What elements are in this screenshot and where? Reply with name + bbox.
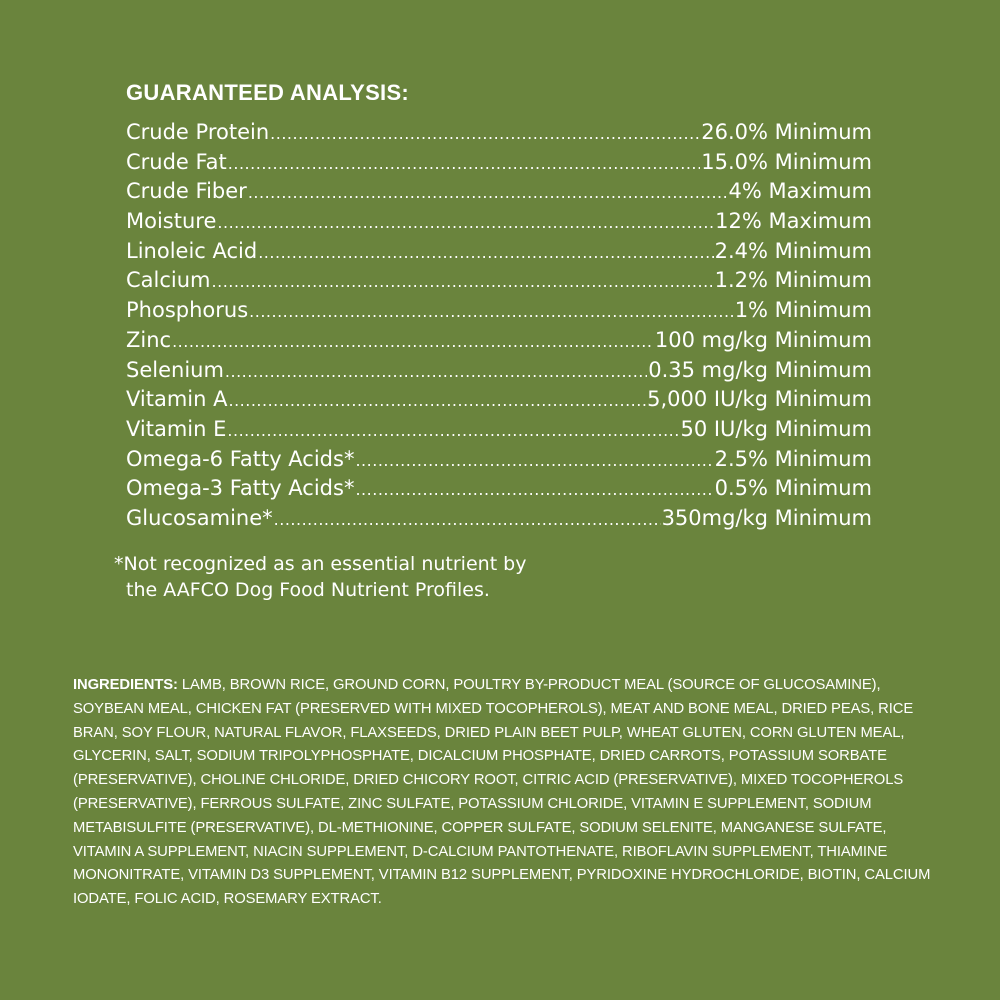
analysis-nutrient-value: 26.0% Minimum <box>701 120 872 144</box>
analysis-nutrient-value: 12% Maximum <box>715 209 872 234</box>
dot-leader <box>212 267 714 296</box>
analysis-nutrient-value: 2.4% Minimum <box>714 238 872 263</box>
dot-leader <box>217 208 714 237</box>
analysis-nutrient-value: 50 IU/kg Minimum <box>680 416 872 441</box>
analysis-nutrient-name: Zinc <box>126 327 172 352</box>
analysis-nutrient-name: Linoleic Acid <box>126 238 258 263</box>
dot-leader <box>270 119 700 148</box>
analysis-nutrient-name: Omega-6 Fatty Acids* <box>126 446 355 471</box>
analysis-nutrient-name: Omega-3 Fatty Acids* <box>126 476 355 501</box>
analysis-row <box>126 118 872 148</box>
analysis-nutrient-name: Crude Fiber <box>126 179 247 204</box>
analysis-nutrient-name: Crude Fat <box>126 149 227 174</box>
analysis-nutrient-value: 1% Minimum <box>734 298 872 323</box>
dot-leader <box>172 327 654 356</box>
analysis-row <box>126 326 872 356</box>
analysis-nutrient-name: Calcium <box>126 268 211 293</box>
analysis-nutrient-value: 5,000 IU/kg Minimum <box>647 387 872 412</box>
dot-leader <box>248 178 728 207</box>
analysis-nutrient-name: Crude Protein <box>126 120 270 144</box>
ingredients-paragraph <box>73 674 933 912</box>
analysis-nutrient-name: Phosphorus <box>126 298 249 323</box>
dot-leader <box>228 149 700 178</box>
analysis-nutrient-name: Vitamin A <box>126 387 228 412</box>
analysis-row <box>126 504 872 534</box>
analysis-nutrient-value: 1.2% Minimum <box>714 268 872 293</box>
analysis-row <box>126 237 872 267</box>
footnote-line: *Not recognized as an essential nutrient by <box>114 553 527 575</box>
analysis-row <box>126 177 872 207</box>
analysis-row <box>126 415 872 445</box>
dot-leader <box>227 416 679 445</box>
dot-leader <box>225 357 647 386</box>
analysis-row <box>126 356 872 386</box>
dot-leader <box>228 386 646 415</box>
analysis-row <box>126 148 872 178</box>
analysis-nutrient-value: 0.35 mg/kg Minimum <box>648 357 872 382</box>
analysis-nutrient-name: Selenium <box>126 357 224 382</box>
footnote-line: the AAFCO Dog Food Nutrient Profiles. <box>126 579 490 601</box>
analysis-row <box>126 385 872 415</box>
dot-leader <box>355 446 713 475</box>
analysis-nutrient-value: 100 mg/kg Minimum <box>654 327 872 352</box>
guaranteed-analysis-list <box>126 118 872 534</box>
analysis-nutrient-name: Moisture <box>126 209 217 234</box>
aafco-footnote <box>114 551 674 603</box>
analysis-row <box>126 296 872 326</box>
analysis-row <box>126 207 872 237</box>
analysis-nutrient-value: 4% Maximum <box>728 179 872 204</box>
analysis-nutrient-value: 350mg/kg Minimum <box>661 505 872 530</box>
ingredients-text: LAMB, BROWN RICE, GROUND CORN, POULTRY BY-PRODUCT MEAL (SOURCE OF GLUCOSAMINE), SOYBEAN MEAL, CHICKEN FAT (PRESERVED WITH MIXED TOCOPHEROLS), MEAT AND BONE MEAL, DRIED PEAS, RICE BRAN, SOY FLOUR, NATURAL FLAVOR, FLAXSEEDS, DRIED PLAIN BEET PULP, WHEAT GLUTEN, CORN GLUTEN MEAL, GLYCERIN, SALT, SODIUM TRIPOLYPHOSPHATE, DICALCIUM PHOSPHATE, DRIED CARROTS, POTASSIUM SORBATE (PRESERVATIVE), CHOLINE CHLORIDE, DRIED CHICORY ROOT, CITRIC ACID (PRESERVATIVE), MIXED TOCOPHEROLS (PRESERVATIVE), FERROUS SULFATE, ZINC SULFATE, POTASSIUM CHLORIDE, VITAMIN E SUPPLEMENT, SODIUM METABISULFITE (PRESERVATIVE), DL-METHIONINE, COPPER SULFATE, SODIUM SELENITE, MANGANESE SULFATE, VITAMIN A SUPPLEMENT, NIACIN SUPPLEMENT, D-CALCIUM PANTOTHENATE, RIBOFLAVIN SUPPLEMENT, THIAMINE MONONITRATE, VITAMIN D3 SUPPLEMENT, VITAMIN B12 SUPPLEMENT, PYRIDOXINE HYDROCHLORIDE, BIOTIN, CALCIUM IODATE, FOLIC ACID, ROSEMARY EXTRACT. <box>73 677 931 908</box>
analysis-row <box>126 445 872 475</box>
dot-leader <box>355 475 713 504</box>
analysis-nutrient-name: Glucosamine* <box>126 505 273 530</box>
guaranteed-analysis-title: GUARANTEED ANALYSIS: <box>126 80 410 105</box>
analysis-nutrient-value: 2.5% Minimum <box>714 446 872 471</box>
analysis-row <box>126 266 872 296</box>
dot-leader <box>249 297 734 326</box>
dot-leader <box>274 505 661 534</box>
analysis-row <box>126 474 872 504</box>
analysis-nutrient-value: 0.5% Minimum <box>714 476 872 501</box>
dot-leader <box>258 238 713 267</box>
ingredients-label: INGREDIENTS: <box>73 677 178 693</box>
analysis-nutrient-value: 15.0% Minimum <box>701 149 872 174</box>
analysis-nutrient-name: Vitamin E <box>126 416 227 441</box>
